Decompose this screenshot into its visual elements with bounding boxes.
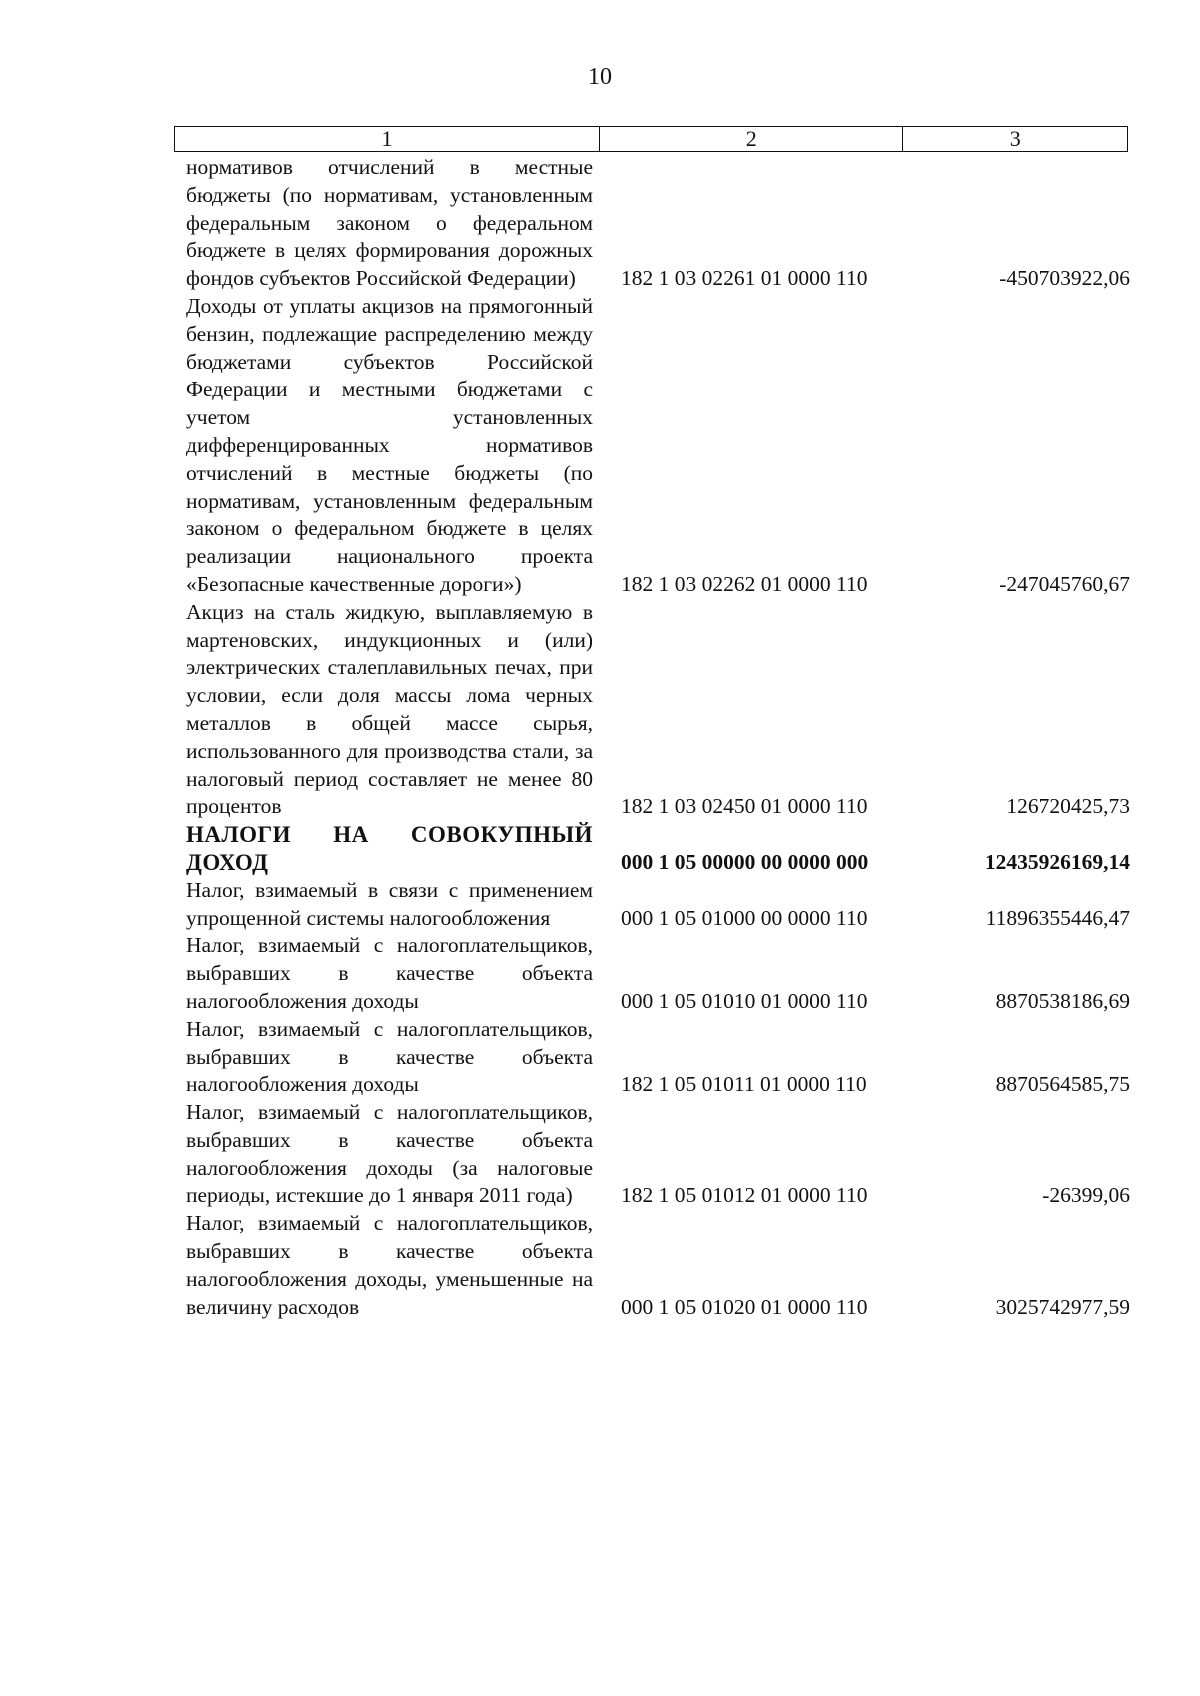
row-budget-code: 182 1 03 02262 01 0000 110 bbox=[621, 571, 868, 596]
row-description: нормативов отчислений в местные бюджеты (по нормативам, установленным федеральным законом о федеральном бюджете в целях формирования дорожных фондов субъектов Российской Федерации) bbox=[186, 155, 593, 291]
row-budget-code: 182 1 03 02261 01 0000 110 bbox=[621, 266, 868, 291]
table-row bbox=[186, 1099, 1130, 1210]
header-column-3: 3 bbox=[1009, 126, 1021, 151]
table-row bbox=[186, 932, 1130, 1015]
row-budget-code: 000 1 05 01020 01 0000 110 bbox=[621, 1294, 868, 1319]
row-description: Налог, взимаемый с налогоплательщиков, выбравших в качестве объекта налогообложения доходы (за налоговые периоды, истекшие до 1 января 2011 года) bbox=[186, 1100, 593, 1208]
row-amount: 3025742977,59 bbox=[995, 1294, 1130, 1319]
row-amount: 126720425,73 bbox=[1006, 794, 1130, 819]
row-budget-code: 182 1 05 01011 01 0000 110 bbox=[621, 1072, 867, 1097]
row-description: Налог, взимаемый с налогоплательщиков, выбравших в качестве объекта налогообложения доходы bbox=[186, 933, 593, 1013]
row-description: НАЛОГИ НА СОВОКУПНЫЙ ДОХОД bbox=[186, 822, 593, 875]
table-body bbox=[186, 154, 1130, 1321]
table-row bbox=[186, 599, 1130, 821]
table-row bbox=[186, 1016, 1130, 1099]
table-row bbox=[186, 1210, 1130, 1321]
row-amount: -247045760,67 bbox=[999, 571, 1130, 596]
row-description: Доходы от уплаты акцизов на прямогонный бензин, подлежащие распределению между бюджетами субъектов Российской Федерации и местными бюджетами с учетом установленных дифференцированных нормативов отчислений в местные бюджеты (по нормативам, установленным федеральным законом о федеральном бюджете в целях реализации национального проекта «Безопасные качественные дороги») bbox=[186, 293, 593, 596]
table-row bbox=[186, 154, 1130, 293]
row-budget-code: 182 1 03 02450 01 0000 110 bbox=[621, 794, 868, 819]
row-amount: 8870564585,75 bbox=[995, 1072, 1130, 1097]
row-budget-code: 000 1 05 01000 00 0000 110 bbox=[621, 905, 868, 930]
header-column-1: 1 bbox=[175, 127, 600, 151]
row-budget-code: 000 1 05 00000 00 0000 000 bbox=[621, 849, 869, 874]
row-description: Налог, взимаемый с налогоплательщиков, выбравших в качестве объекта налогообложения доходы bbox=[186, 1016, 593, 1097]
row-budget-code: 000 1 05 01010 01 0000 110 bbox=[621, 988, 868, 1013]
header-column-2: 2 bbox=[600, 127, 903, 151]
page-number: 10 bbox=[588, 64, 612, 90]
row-amount: 8870538186,69 bbox=[995, 988, 1130, 1013]
row-amount: -26399,06 bbox=[1042, 1183, 1130, 1208]
row-amount: 11896355446,47 bbox=[985, 905, 1130, 930]
row-description: Налог, взимаемый в связи с применением упрощенной системы налогообложения bbox=[186, 877, 593, 930]
table-row bbox=[186, 293, 1130, 599]
row-amount: -450703922,06 bbox=[999, 266, 1130, 291]
row-amount: 12435926169,14 bbox=[984, 849, 1130, 874]
row-budget-code: 182 1 05 01012 01 0000 110 bbox=[621, 1183, 868, 1208]
row-description: Акциз на сталь жидкую, выплавляемую в мартеновских, индукционных и (или) электрических сталеплавильных печах, при условии, если доля массы лома черных металлов в общей массе сырья, использованного для производства стали, за налоговый период составляет не менее 80 процентов bbox=[186, 599, 593, 819]
table-header bbox=[174, 126, 1128, 152]
row-description: Налог, взимаемый с налогоплательщиков, выбравших в качестве объекта налогообложения доходы, уменьшенные на величину расходов bbox=[186, 1211, 593, 1319]
table-row bbox=[186, 877, 1130, 933]
table-row-section-heading bbox=[186, 821, 1130, 877]
